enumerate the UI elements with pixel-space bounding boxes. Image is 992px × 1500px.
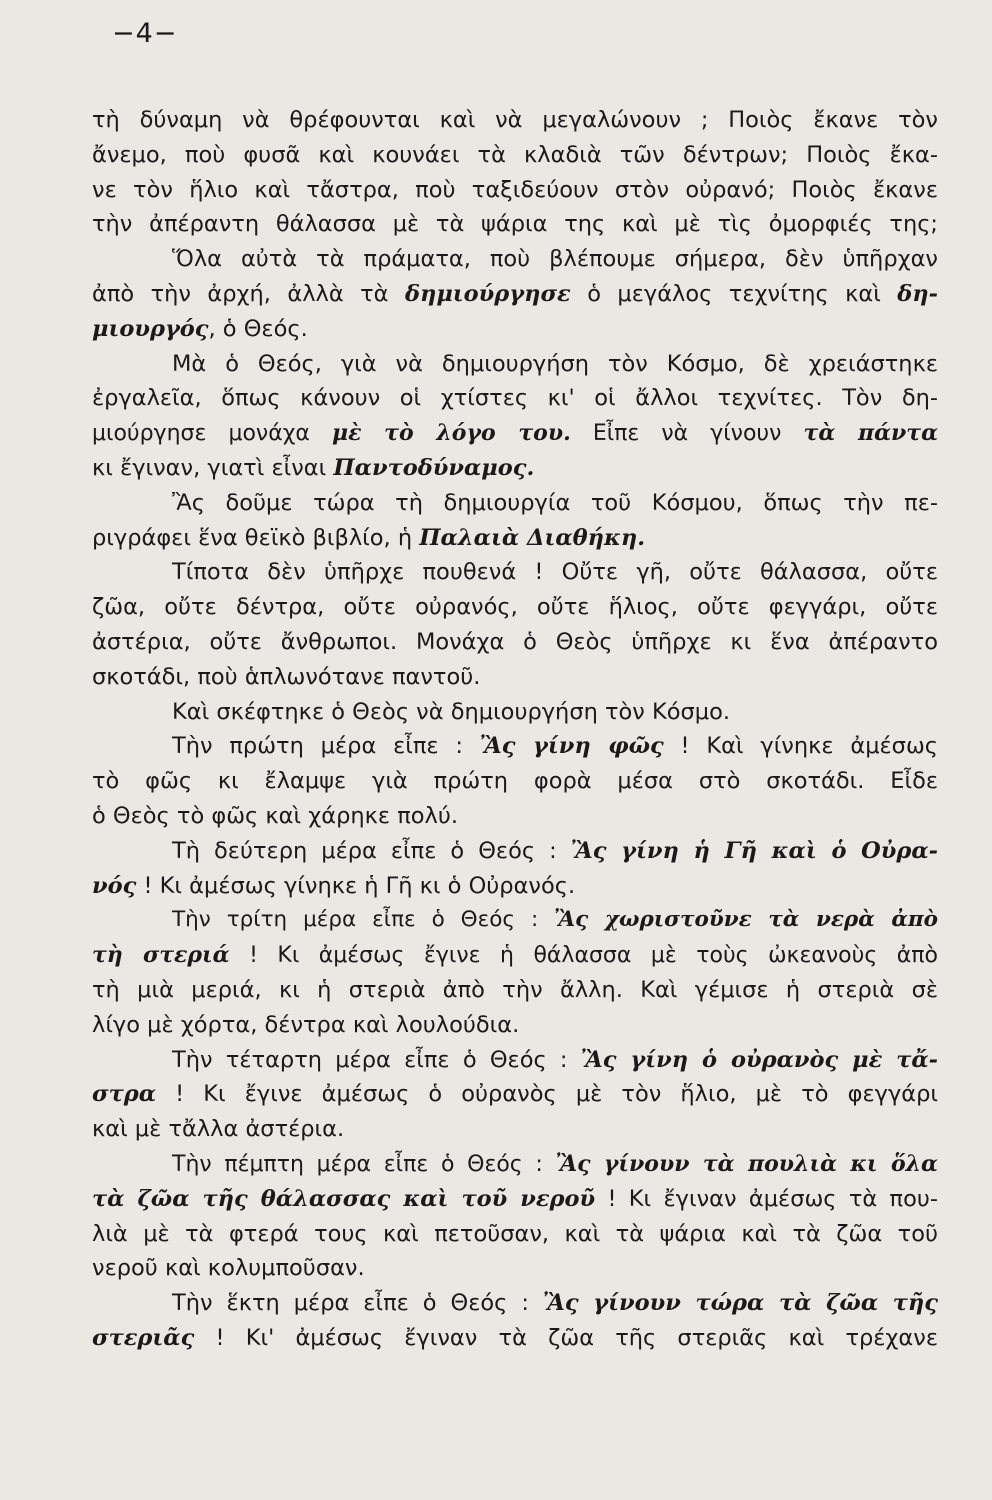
text-segment: Τὴν πέμπτη μέρα εἶπε ὁ Θεός : xyxy=(172,1151,556,1177)
text-segment: κι ἔγιναν, γιατὶ εἶναι xyxy=(92,454,334,481)
text-segment: ! Κι ἀμέσως γίνηκε ἡ Γῆ κι ὁ Οὐρανός. xyxy=(136,872,576,899)
text-segment: λίγο μὲ χόρτα, δέντρα καὶ λουλούδια. xyxy=(92,1011,520,1038)
text-line xyxy=(92,381,938,416)
emphasized-text: Ἂς γίνη φῶς xyxy=(479,733,664,760)
text-line xyxy=(92,834,938,869)
text-line xyxy=(92,347,938,382)
text-segment: μιούργησε μονάχα xyxy=(92,421,332,447)
emphasized-text: Ἂς γίνουν τώρα τὰ ζῶα τῆς xyxy=(542,1290,938,1317)
emphasized-text: Ἂς χωριστοῦνε τὰ νερὰ ἀπὸ xyxy=(554,907,938,933)
text-segment: Τίποτα δὲν ὑπῆρχε πουθενά ! Οὔτε γῆ, οὔτε θάλασσα, οὔτε xyxy=(172,559,938,586)
emphasized-text: νός xyxy=(92,872,137,899)
text-line xyxy=(92,416,938,451)
text-segment: ! Κι' ἀμέσως ἔγιναν τὰ ζῶα τῆς στεριᾶς καὶ τρέχανε xyxy=(194,1324,938,1351)
emphasized-text: τὰ ζῶα τῆς θάλασσας καὶ τοῦ νεροῦ xyxy=(92,1185,596,1212)
text-segment: τὴ δύναμη νὰ θρέφουνται καὶ νὰ μεγαλώνουν ; Ποιὸς ἔκανε τὸν xyxy=(92,107,938,133)
emphasized-text: τὰ πάντα xyxy=(803,420,938,447)
text-segment: ! Κι ἀμέσως ἔγινε ἡ θάλασσα μὲ τοὺς ὠκεανοὺς ἀπὸ xyxy=(229,943,938,969)
text-line xyxy=(92,764,938,799)
text-segment: Τὴν τρίτη μέρα εἶπε ὁ Θεός : xyxy=(172,907,555,933)
text-line xyxy=(92,1217,938,1252)
text-line xyxy=(92,1251,938,1286)
text-line xyxy=(92,903,938,938)
emphasized-text: Ἂς γίνη ἡ Γῆ καὶ ὁ Οὐρα- xyxy=(570,837,938,864)
text-line xyxy=(92,1182,938,1217)
text-segment: ἀπὸ τὴν ἀρχή, ἀλλὰ τὰ xyxy=(92,280,405,307)
text-line xyxy=(92,660,938,695)
emphasized-text: στεριᾶς xyxy=(92,1324,195,1351)
text-segment: τὴν ἀπέραντη θάλασσα μὲ τὰ ψάρια της καὶ μὲ τὶς ὀμορφιές της; xyxy=(92,211,938,238)
text-segment: ἄνεμο, ποὺ φυσᾶ καὶ κουνάει τὰ κλαδιὰ τῶν δέντρων; Ποιὸς ἔκα- xyxy=(92,141,938,168)
text-line xyxy=(92,312,938,347)
text-segment: νε τὸν ἥλιο καὶ τἄστρα, ποὺ ταξιδεύουν στὸν οὐρανό; Ποιὸς ἔκανε xyxy=(92,176,938,203)
text-line xyxy=(92,1321,938,1356)
text-segment: Καὶ σκέφτηκε ὁ Θεὸς νὰ δημιουργήση τὸν Κόσμο. xyxy=(172,698,731,725)
text-line xyxy=(92,521,938,556)
text-line xyxy=(92,277,938,312)
text-line xyxy=(92,799,938,834)
text-segment: ὁ μεγάλος τεχνίτης καὶ xyxy=(570,280,898,307)
page-number: −4− xyxy=(112,18,178,49)
text-segment: σκοτάδι, ποὺ ἁπλωνότανε παντοῦ. xyxy=(92,663,481,690)
emphasized-text: Παλαιὰ Διαθήκη. xyxy=(419,524,646,551)
text-line xyxy=(92,207,938,242)
text-segment: Τὴν πρώτη μέρα εἶπε : xyxy=(172,733,480,760)
emphasized-text: δημιούργησε xyxy=(404,280,571,307)
emphasized-text: Ἂς γίνη ὁ οὐρανὸς μὲ τἄ- xyxy=(580,1046,938,1073)
text-line xyxy=(92,451,938,486)
emphasized-text: μὲ τὸ λόγο του. xyxy=(331,420,571,447)
text-line xyxy=(92,729,938,764)
text-segment: ἐργαλεῖα, ὅπως κάνουν οἱ χτίστες κι' οἱ ἄλλοι τεχνίτες. Τὸν δη- xyxy=(92,385,938,412)
text-line xyxy=(92,938,938,973)
emphasized-text: Παντοδύναμος. xyxy=(333,454,535,481)
text-segment: τὸ φῶς κι ἔλαμψε γιὰ πρώτη φορὰ μέσα στὸ σκοτάδι. Εἶδε xyxy=(92,768,938,795)
text-segment: ὁ Θεὸς τὸ φῶς καὶ χάρηκε πολύ. xyxy=(92,802,459,829)
text-line xyxy=(92,1043,938,1078)
text-segment: ! Κι ἔγιναν ἀμέσως τὰ που- xyxy=(595,1185,938,1212)
text-segment: νεροῦ καὶ κολυμποῦσαν. xyxy=(92,1255,365,1282)
emphasized-text: Ἂς γίνουν τὰ πουλιὰ κι ὅλα xyxy=(555,1150,938,1177)
text-segment: Μὰ ὁ Θεός, γιὰ νὰ δημιουργήση τὸν Κόσμο, δὲ χρειάστηκε xyxy=(172,350,938,377)
text-segment: , ὁ Θεός. xyxy=(208,315,308,342)
text-line xyxy=(92,486,938,521)
text-segment: Τὴν ἕκτη μέρα εἶπε ὁ Θεός : xyxy=(172,1290,543,1317)
text-line xyxy=(92,1077,938,1112)
text-segment: ἀστέρια, οὔτε ἄνθρωποι. Μονάχα ὁ Θεὸς ὑπῆρχε κι ἕνα ἀπέραντο xyxy=(92,628,938,655)
text-line xyxy=(92,1008,938,1043)
text-segment: Ὅλα αὐτὰ τὰ πράματα, ποὺ βλέπουμε σήμερα, δὲν ὑπῆρχαν xyxy=(172,246,938,273)
text-line xyxy=(92,869,938,904)
text-line xyxy=(92,103,938,138)
text-line xyxy=(92,1286,938,1321)
text-line xyxy=(92,242,938,277)
text-line xyxy=(92,138,938,173)
emphasized-text: στρα xyxy=(92,1081,157,1108)
text-segment: ζῶα, οὔτε δέντρα, οὔτε οὐρανός, οὔτε ἥλιος, οὔτε φεγγάρι, οὔτε xyxy=(92,594,938,621)
text-segment: τὴ μιὰ μεριά, κι ἡ στεριὰ ἀπὸ τὴν ἄλλη. Καὶ γέμισε ἡ στεριὰ σὲ xyxy=(92,976,938,1003)
text-line xyxy=(92,973,938,1008)
text-line xyxy=(92,1112,938,1147)
text-segment: ριγράφει ἕνα θεϊκὸ βιβλίο, ἡ xyxy=(92,524,420,551)
text-segment: Τὴ δεύτερη μέρα εἶπε ὁ Θεός : xyxy=(172,837,571,864)
text-line xyxy=(92,555,938,590)
body-text xyxy=(92,103,938,1356)
text-segment: Τὴν τέταρτη μέρα εἶπε ὁ Θεός : xyxy=(172,1046,581,1073)
emphasized-text: δη- xyxy=(897,280,938,307)
text-line xyxy=(92,695,938,730)
text-segment: ! Καὶ γίνηκε ἀμέσως xyxy=(663,733,938,760)
text-segment: καὶ μὲ τἄλλα ἀστέρια. xyxy=(92,1116,345,1143)
emphasized-text: τὴ στεριά xyxy=(92,942,230,969)
text-segment: Ἂς δοῦμε τώρα τὴ δημιουργία τοῦ Κόσμου, ὅπως τὴν πε- xyxy=(172,489,938,516)
text-line xyxy=(92,625,938,660)
text-line xyxy=(92,1147,938,1182)
emphasized-text: μιουργός xyxy=(92,315,209,342)
text-segment: λιὰ μὲ τὰ φτερά τους καὶ πετοῦσαν, καὶ τὰ ψάρια καὶ τὰ ζῶα τοῦ xyxy=(92,1220,938,1247)
text-line xyxy=(92,590,938,625)
text-segment: Εἶπε νὰ γίνουν xyxy=(570,421,804,447)
text-line xyxy=(92,173,938,208)
text-segment: ! Κι ἔγινε ἀμέσως ὁ οὐρανὸς μὲ τὸν ἥλιο, μὲ τὸ φεγγάρι xyxy=(156,1081,938,1108)
